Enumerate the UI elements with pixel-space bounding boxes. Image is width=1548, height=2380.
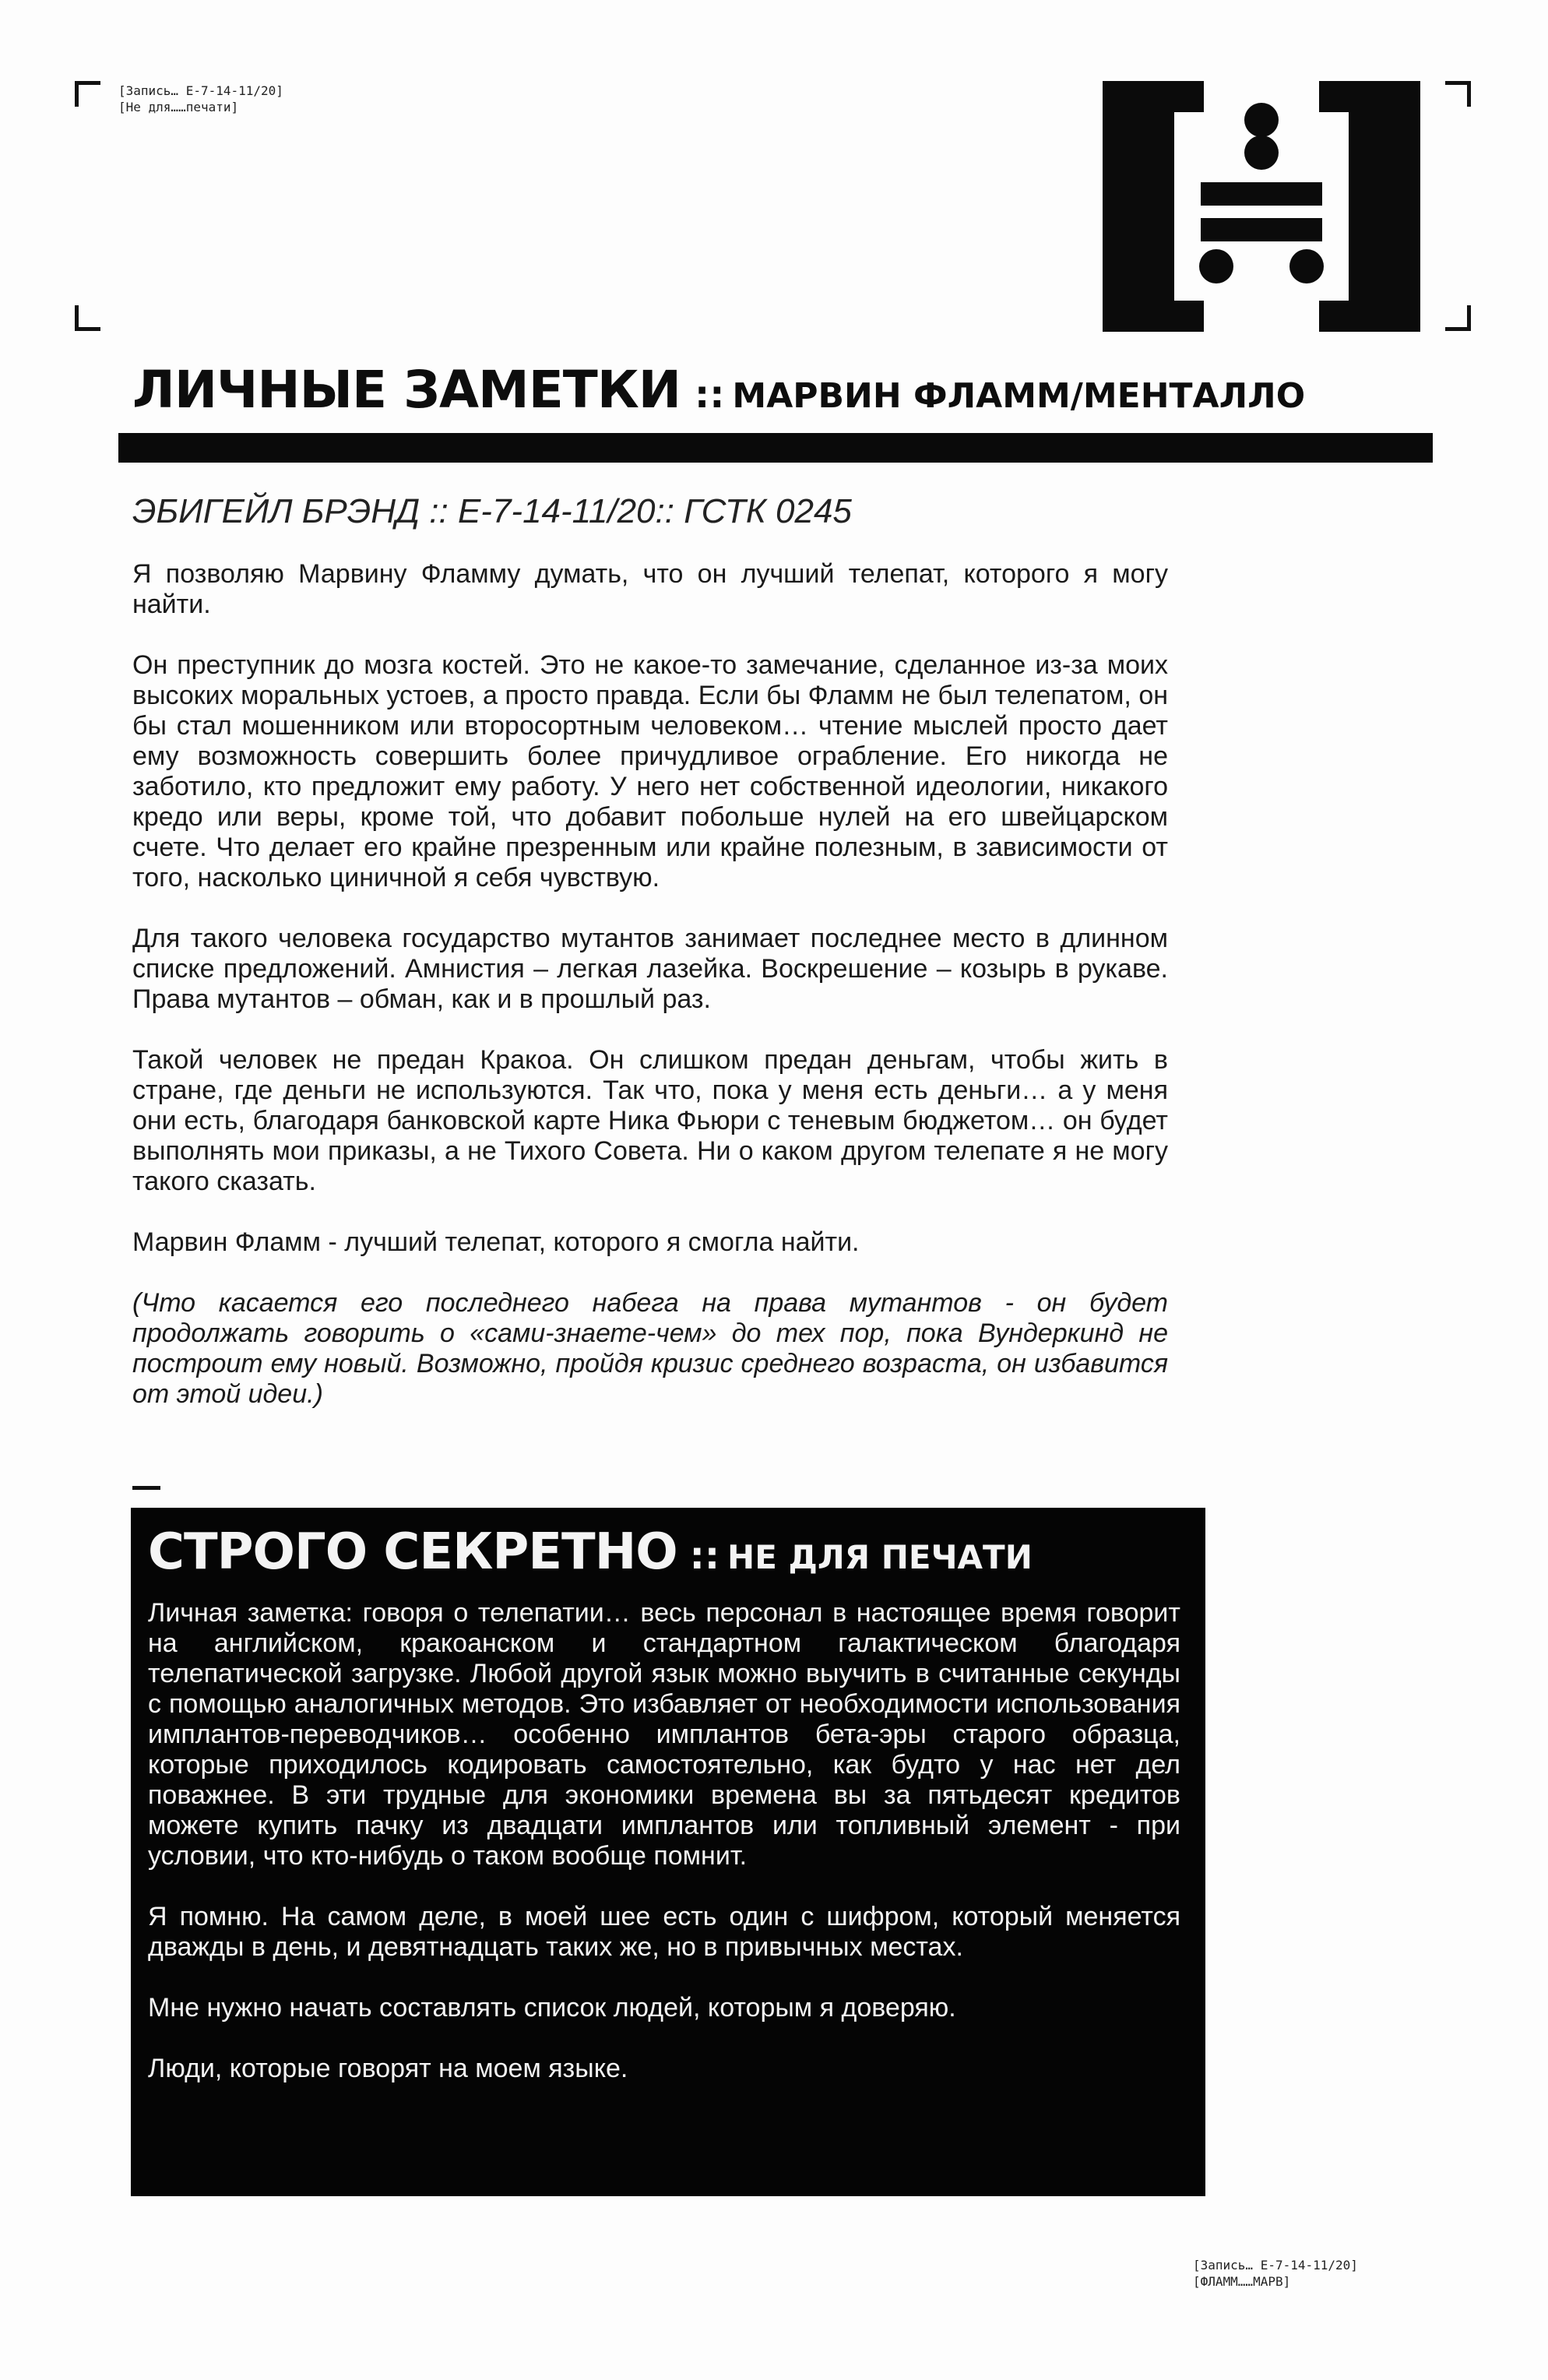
page-title-main: ЛИЧНЫЕ ЗАМЕТКИ: [132, 360, 681, 420]
classified-subtitle: НЕ ДЛЯ ПЕЧАТИ: [727, 1538, 1033, 1576]
crop-mark-top-right: [1445, 81, 1471, 107]
classified-title: [148, 1523, 1180, 1581]
body-paragraph: Для такого человека государство мутантов занимает последнее место в длинном списке предложений. Амнистия – легкая лазейка. Воскрешение – козырь в рукаве. Права мутантов – обман, как и в прошлый раз.: [132, 924, 1168, 1014]
record-stamp-line: [Не для……печати]: [118, 100, 239, 114]
page-title: [132, 360, 1305, 420]
notes-body: [132, 559, 1168, 1440]
classified-paragraph: Люди, которые говорят на моем языке.: [148, 2054, 628, 2083]
body-paragraph: Я позволяю Марвину Фламму думать, что он лучший телепат, которого я могу найти.: [132, 559, 1168, 619]
classified-separator: ::: [689, 1534, 720, 1578]
title-separator: ::: [695, 373, 725, 417]
record-stamp-line: [Запись… Е-7-14-11/20]: [118, 83, 283, 98]
page-subtitle: МАРВИН ФЛАММ/МЕНТАЛЛО: [732, 376, 1306, 416]
body-paragraph: Такой человек не предан Кракоа. Он слишком предан деньгам, чтобы жить в стране, где деньги не используются. Так что, пока у меня есть деньги… а у меня они есть, благодаря банковской карте Ника Фьюри с теневым бюджетом… он будет выполнять мои приказы, а не Тихого Совета. Ни о каком другом телепате я не могу такого сказать.: [132, 1045, 1168, 1196]
classified-title-main: СТРОГО СЕКРЕТНО: [148, 1523, 677, 1581]
crop-mark-bottom-right: [1445, 305, 1471, 331]
record-stamp-line: [Запись… Е-7-14-11/20]: [1193, 2258, 1358, 2273]
classified-paragraph: Я помню. На самом деле, в моей шее есть один с шифром, который меняется дважды в день, и девятнадцать таких же, но в привычных местах.: [148, 1902, 1180, 1962]
classified-box: [131, 1508, 1205, 2196]
classified-paragraph: Личная заметка: говоря о телепатии… весь персонал в настоящее время говорит на английском, кракоанском и стандартном галактическом благодаря телепатической загрузке. Любой другой язык можно выучить в считанные секунды с помощью аналогичных методов. Это избавляет от необходимости использования имплантов-переводчиков… особенно имплантов бета-эры старого образца, которые приходилось кодировать самостоятельно, как будто у нас нет дел поважнее. В эти трудные для экономики времена вы за пятьдесят кредитов можете купить пачку из двадцати имплантов или топливный элемент - при условии, что кто-нибудь о таком вообще помнит.: [148, 1598, 1180, 1871]
crop-mark-bottom-left: [75, 305, 100, 331]
body-note-italic: (Что касается его последнего набега на права мутантов - он будет продолжать говорить о «сами-знаете-чем» до тех пор, пока Вундеркинд не построит ему новый. Возможно, пройдя кризис среднего возраста, он избавится от этой идеи.): [132, 1288, 1168, 1409]
record-stamp-line: [ФЛАММ……МАРВ]: [1193, 2274, 1291, 2289]
title-rule: [118, 433, 1433, 463]
section-dash: [132, 1486, 160, 1490]
classified-paragraph: Мне нужно начать составлять список людей, которым я доверяю.: [148, 1993, 956, 2023]
body-paragraph: Он преступник до мозга костей. Это не какое-то замечание, сделанное из-за моих высоких моральных устоев, а просто правда. Если бы Фламм не был телепатом, он бы стал мошенником или второсортным человеком… чтение мыслей просто дает ему возможность совершить более причудливое ограбление. Его никогда не заботило, кто предложит ему работу. У него нет собственной идеологии, никакого кредо или веры, кроме той, что добавит побольше нулей на его швейцарском счете. Что делает его крайне презренным или крайне полезным, в зависимости от того, насколько циничной я себя чувствую.: [132, 650, 1168, 892]
entry-header: ЭБИГЕЙЛ БРЭНД :: Е-7-14-11/20:: ГСТК 0245: [132, 492, 852, 530]
record-stamp-bottom: [1193, 2257, 1358, 2290]
krakoa-glyph-icon: [1103, 81, 1420, 332]
crop-mark-top-left: [75, 81, 100, 107]
record-stamp-top: [118, 83, 283, 115]
body-paragraph: Марвин Фламм - лучший телепат, которого я смогла найти.: [132, 1227, 860, 1257]
